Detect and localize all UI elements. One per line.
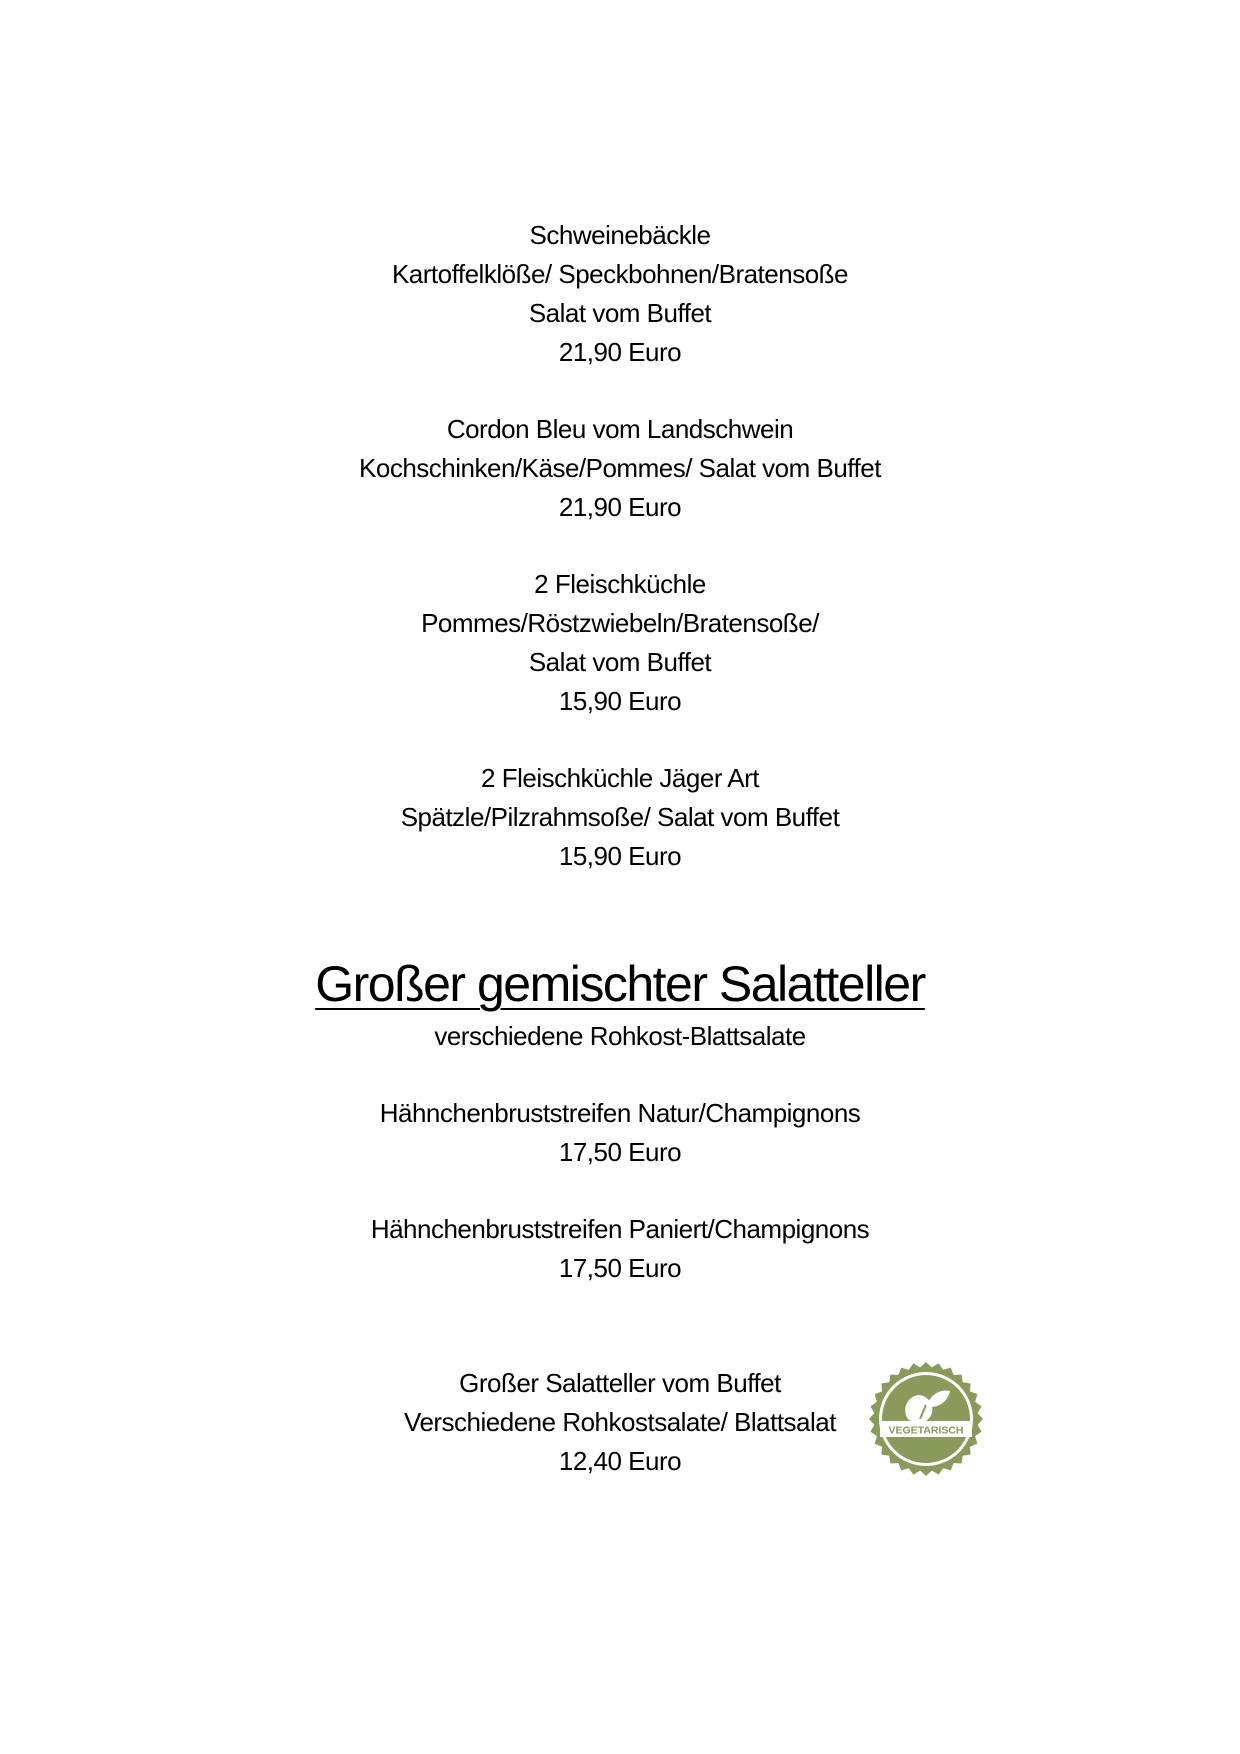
dish-description: Kartoffelklöße/ Speckbohnen/Bratensoße xyxy=(391,259,849,289)
salad-option-name: Hähnchenbruststreifen Natur/Champignons xyxy=(379,1098,861,1128)
dish-description: Spätzle/Pilzrahmsoße/ Salat vom Buffet xyxy=(400,802,840,832)
buffet-description: Verschiedene Rohkostsalate/ Blattsalat xyxy=(404,1407,836,1437)
badge-label: VEGETARISCH xyxy=(888,1424,964,1437)
dish-name: 2 Fleischküchle Jäger Art xyxy=(481,763,759,793)
dish-name: 2 Fleischküchle xyxy=(534,569,706,599)
dish-price: 15,90 Euro xyxy=(558,841,682,871)
buffet-name: Großer Salatteller vom Buffet xyxy=(459,1368,781,1398)
vegetarian-badge-icon xyxy=(868,1361,984,1477)
salad-option-name: Hähnchenbruststreifen Paniert/Champignons xyxy=(370,1214,870,1244)
dish-description: Salat vom Buffet xyxy=(528,647,712,677)
dish-price: 15,90 Euro xyxy=(558,686,682,716)
dish-price: 21,90 Euro xyxy=(558,492,682,522)
section-heading: Großer gemischter Salatteller xyxy=(315,956,925,1012)
dish-name: Schweinebäckle xyxy=(529,220,711,250)
dish-name: Cordon Bleu vom Landschwein xyxy=(446,414,794,444)
salad-option-price: 17,50 Euro xyxy=(558,1137,682,1167)
section-subheading: verschiedene Rohkost-Blattsalate xyxy=(434,1021,806,1051)
dish-description: Salat vom Buffet xyxy=(528,298,712,328)
dish-description: Pommes/Röstzwiebeln/Bratensoße/ xyxy=(421,608,819,638)
buffet-price: 12,40 Euro xyxy=(558,1446,682,1476)
dish-description: Kochschinken/Käse/Pommes/ Salat vom Buffet xyxy=(359,453,881,483)
salad-option-price: 17,50 Euro xyxy=(558,1253,682,1283)
dish-price: 21,90 Euro xyxy=(558,337,682,367)
